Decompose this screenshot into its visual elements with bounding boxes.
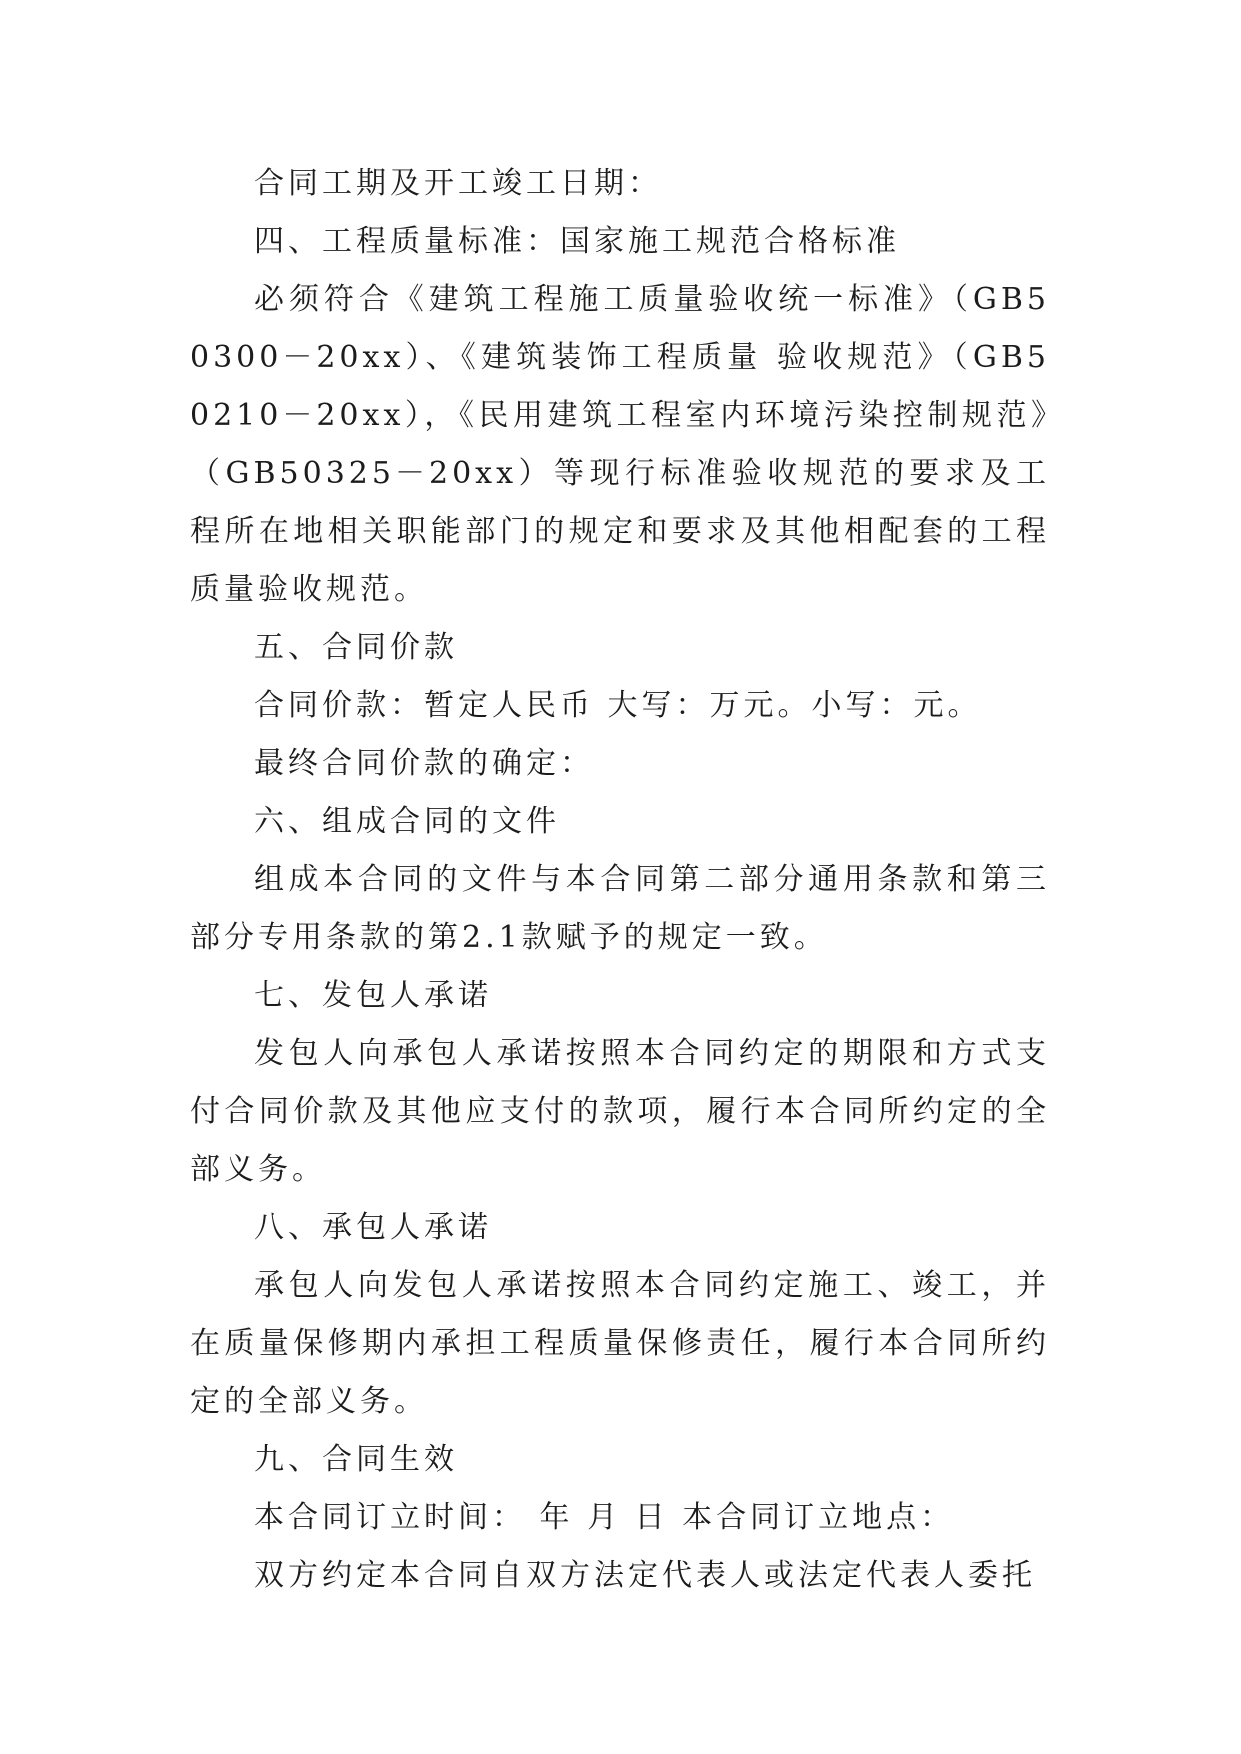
paragraph-employer-commitment: 发包人向承包人承诺按照本合同约定的期限和方式支付合同价款及其他应支付的款项，履行本合同所约定的全部义务。 [190,1036,1050,1187]
paragraph-price-amount: 合同价款：暂定人民币 大写：万元。小写：元。 [254,688,982,723]
heading-contractor-commitment: 八、承包人承诺 [254,1210,492,1245]
heading-contract-effect: 九、合同生效 [254,1442,458,1477]
paragraph-contractor-commitment: 承包人向发包人承诺按照本合同约定施工、竣工，并在质量保修期内承担工程质量保修责任，履行本合同所约定的全部义务。 [190,1268,1050,1419]
paragraph-duration: 合同工期及开工竣工日期： [254,166,662,201]
paragraph-contract-documents: 组成本合同的文件与本合同第二部分通用条款和第三部分专用条款的第2.1款赋予的规定一致。 [190,862,1050,955]
paragraph-effective-agreement: 双方约定本合同自双方法定代表人或法定代表人委托 [254,1558,1036,1593]
paragraph-final-price: 最终合同价款的确定： [254,746,594,781]
document-body [190,155,1050,1605]
heading-employer-commitment: 七、发包人承诺 [254,978,492,1013]
heading-contract-price: 五、合同价款 [254,630,458,665]
heading-quality-standard: 四、工程质量标准：国家施工规范合格标准 [254,224,900,259]
heading-contract-documents: 六、组成合同的文件 [254,804,560,839]
paragraph-signing-time-place: 本合同订立时间： 年 月 日 本合同订立地点： [254,1500,955,1535]
paragraph-quality-requirements: 必须符合《建筑工程施工质量验收统一标准》（GB50300－20xx）、《建筑装饰工程质量 验收规范》（GB50210－20xx），《民用建筑工程室内环境污染控制规范》（GB50325－20xx）等现行标准验收规范的要求及工程所在地相关职能部门的规定和要求及其他相配套的工程质量验收规范。 [190,282,1050,607]
